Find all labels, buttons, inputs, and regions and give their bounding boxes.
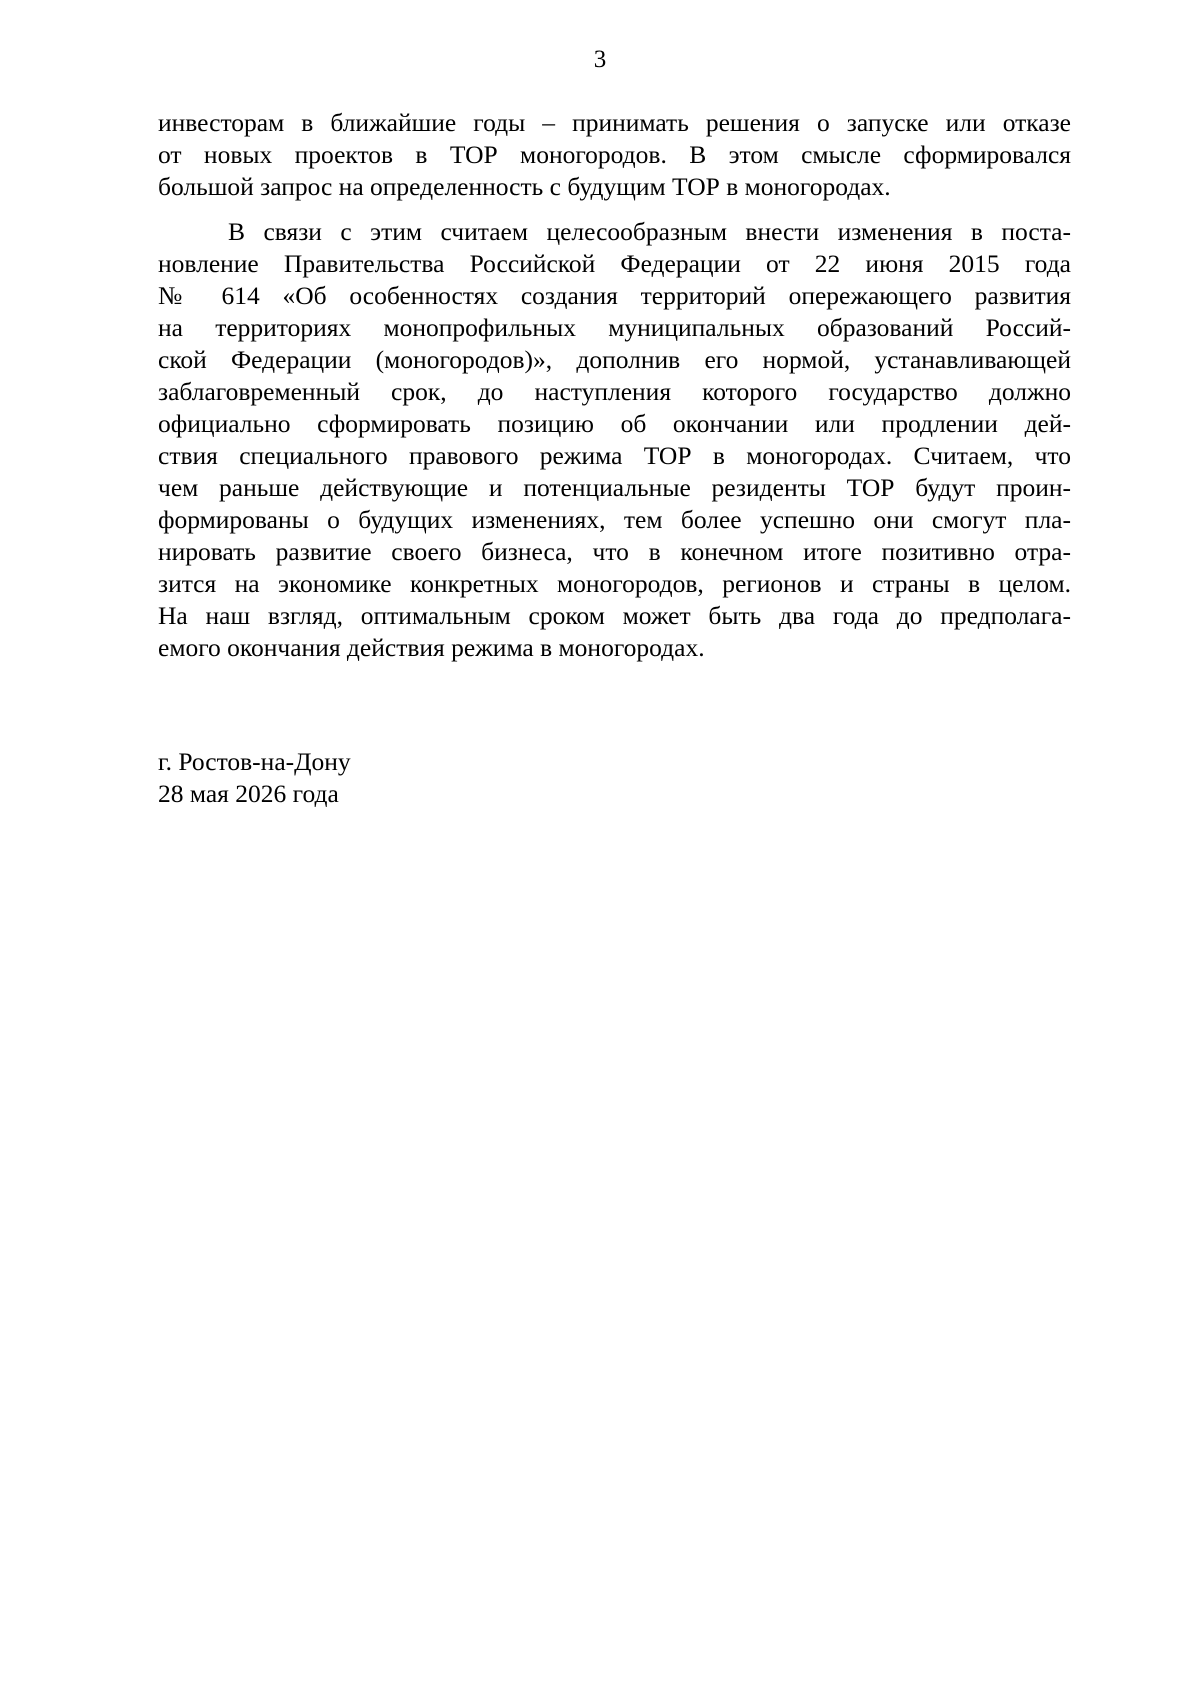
text-line: нировать развитие своего бизнеса, что в конечном итоге позитивно отра- — [158, 537, 1071, 566]
text-line: на территориях монопрофильных муниципальных образований Россий- — [158, 313, 1071, 342]
text-line: На наш взгляд, оптимальным сроком может быть два года до предполага- — [158, 601, 1071, 630]
text-line: чем раньше действующие и потенциальные резиденты ТОР будут проин- — [158, 473, 1071, 502]
text-line: ской Федерации (моногородов)», дополнив его нормой, устанавливающей — [158, 345, 1071, 374]
text-line: новление Правительства Российской Федерации от 22 июня 2015 года — [158, 249, 1071, 278]
text-line: заблаговременный срок, до наступления которого государство должно — [158, 377, 1071, 406]
text-line: формированы о будущих изменениях, тем более успешно они смогут пла- — [158, 505, 1071, 534]
text-line: емого окончания действия режима в моногородах. — [158, 633, 705, 662]
page-number: 3 — [593, 46, 607, 73]
text-line: ствия специального правового режима ТОР в моногородах. Считаем, что — [158, 441, 1071, 470]
text-line: зится на экономике конкретных моногородов, регионов и страны в целом. — [158, 569, 1071, 598]
text-line: от новых проектов в ТОР моногородов. В этом смысле сформировался — [158, 140, 1071, 169]
text-line: большой запрос на определенность с будущим ТОР в моногородах. — [158, 172, 891, 201]
text-line: В связи с этим считаем целесообразным внести изменения в поста- — [228, 217, 1071, 246]
signature-date: 28 мая 2026 года — [158, 779, 339, 808]
text-line: официально сформировать позицию об окончании или продлении дей- — [158, 409, 1071, 438]
text-line: инвесторам в ближайшие годы – принимать решения о запуске или отказе — [158, 108, 1071, 137]
signature-city: г. Ростов-на-Дону — [158, 747, 351, 776]
text-line: № 614 «Об особенностях создания территорий опережающего развития — [158, 281, 1071, 310]
